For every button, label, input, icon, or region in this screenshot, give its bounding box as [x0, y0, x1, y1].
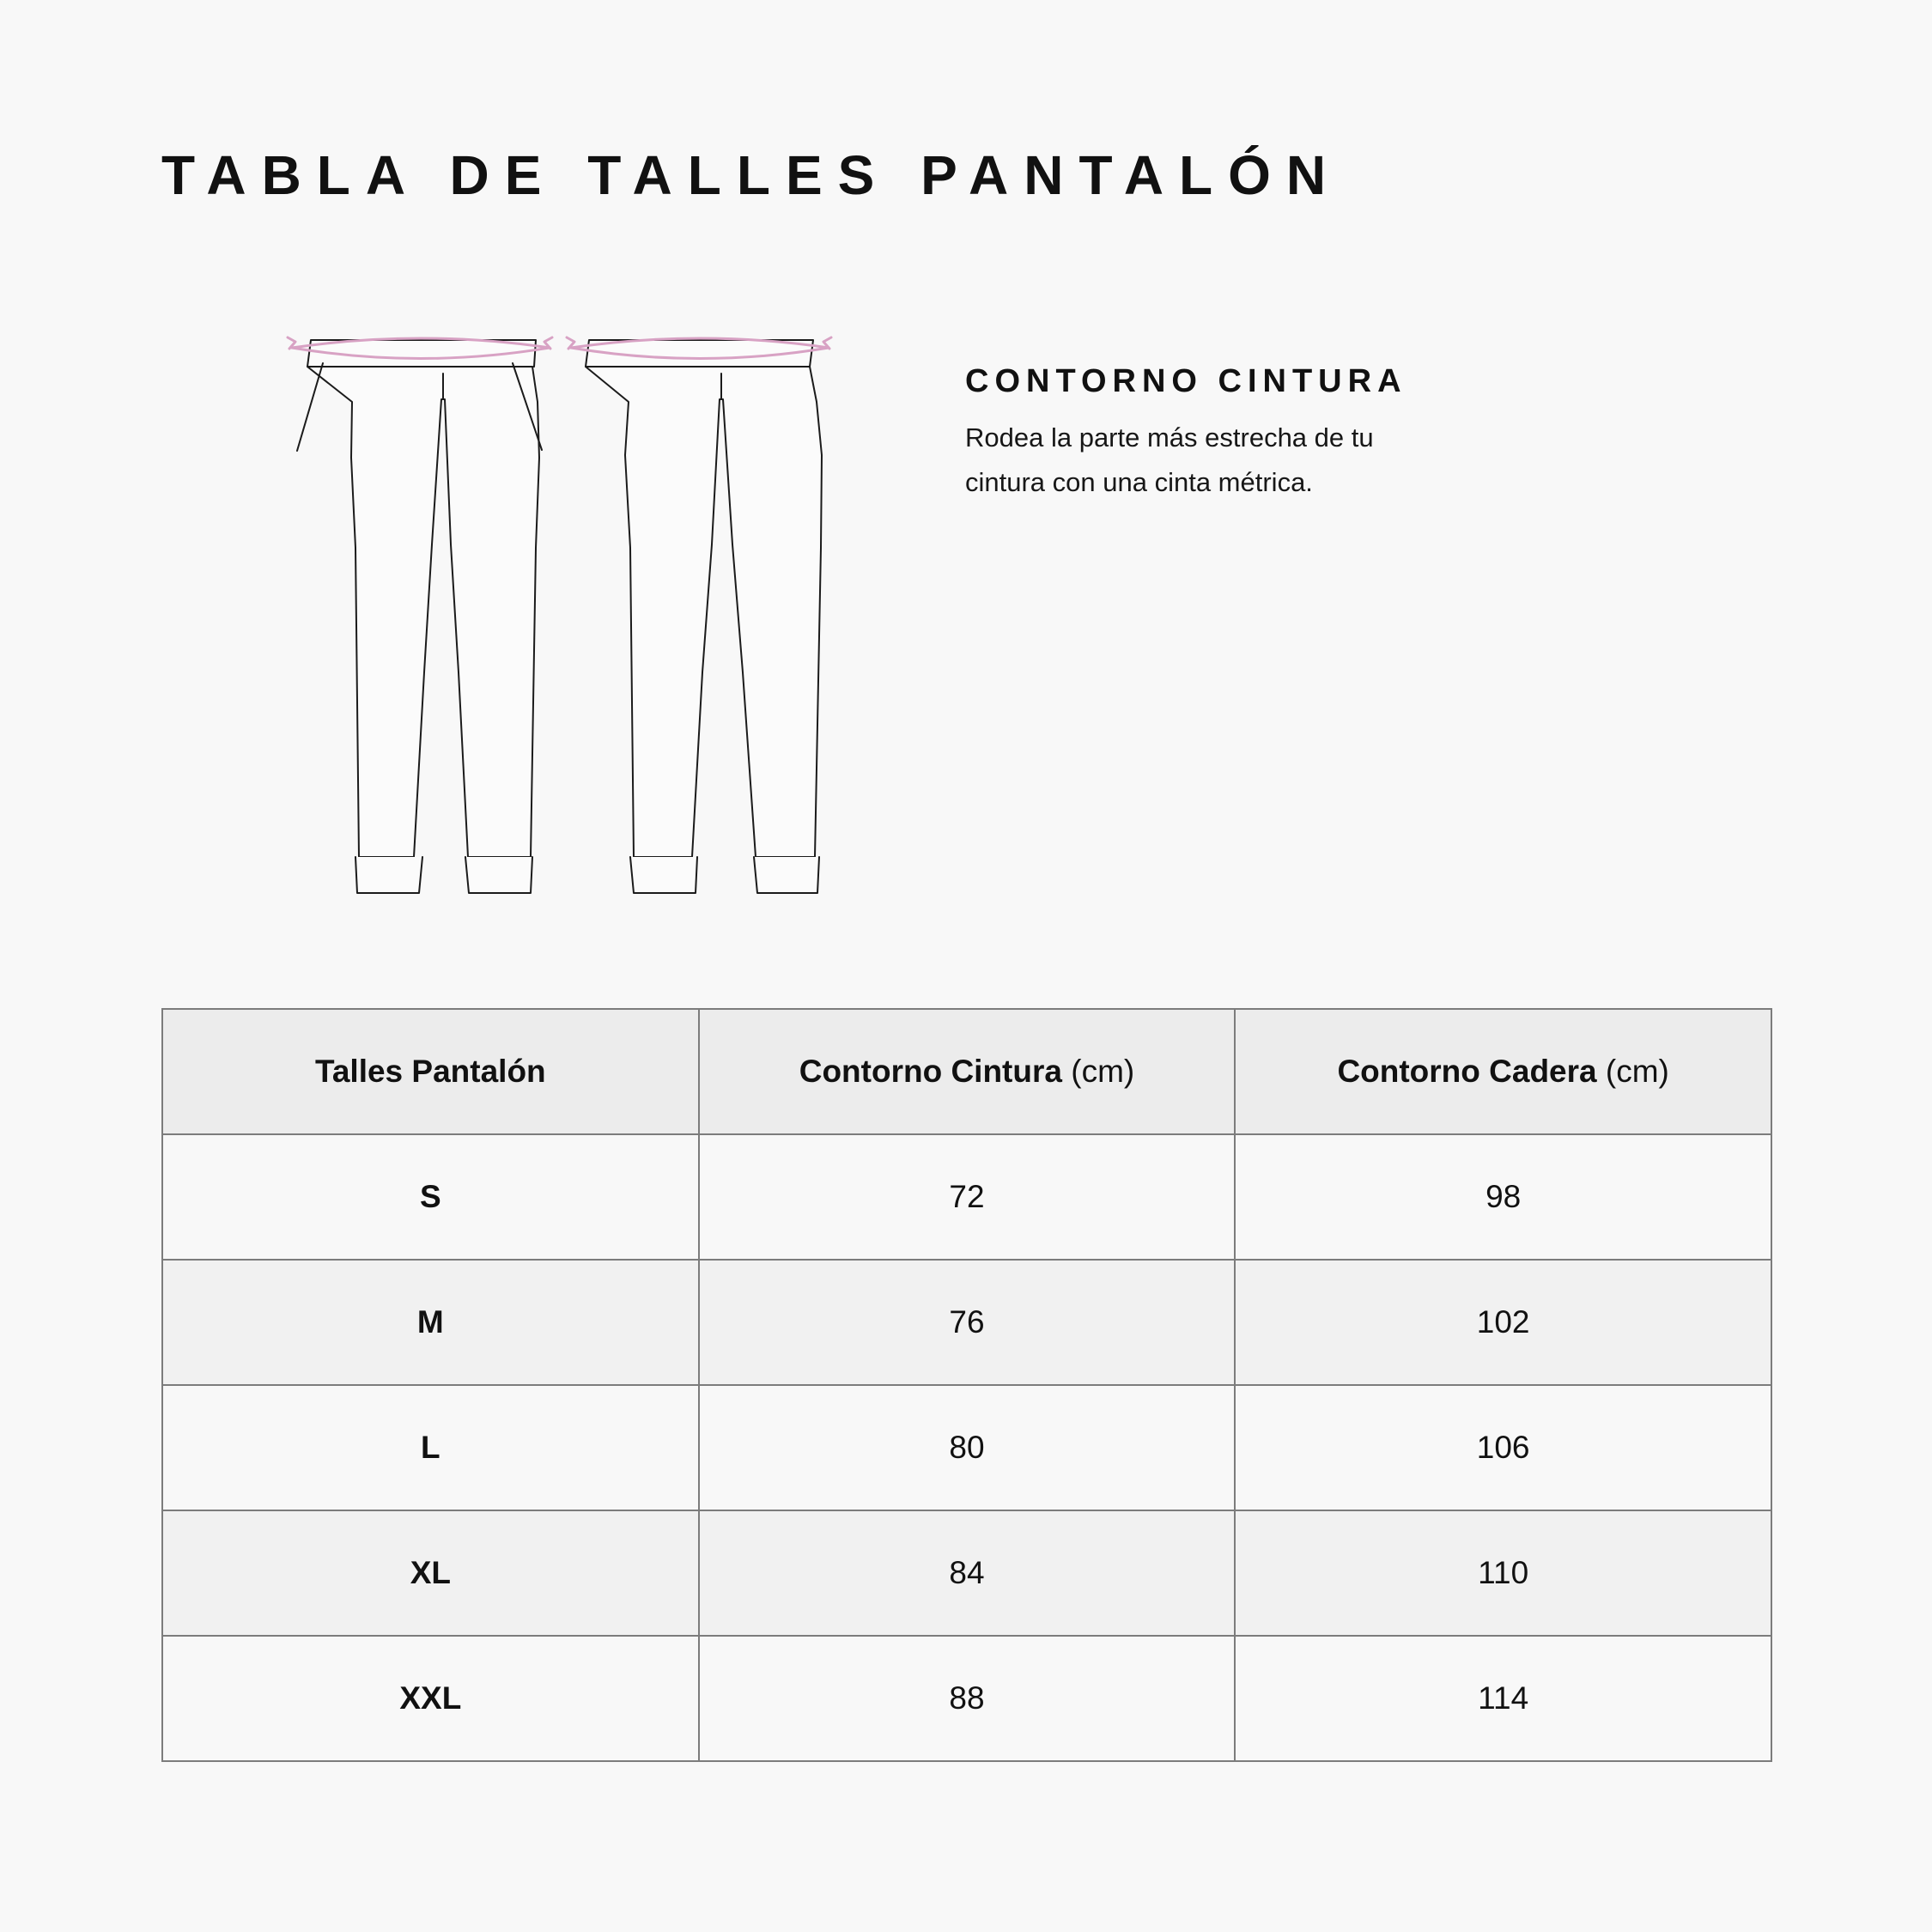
- table-row: [162, 1636, 1771, 1761]
- header-waist: [699, 1009, 1236, 1134]
- table-header-row: [162, 1009, 1771, 1134]
- header-hip-label: Contorno Cadera: [1337, 1054, 1597, 1089]
- table-row: [162, 1510, 1771, 1636]
- measure-heading: CONTORNO CINTURA: [965, 363, 1407, 399]
- back-pants-icon: [586, 340, 822, 893]
- hip-cell: 98: [1235, 1134, 1771, 1260]
- measure-description-line-1: Rodea la parte más estrecha de tu: [965, 422, 1374, 453]
- waist-cell: 88: [699, 1636, 1236, 1761]
- waist-cell: 84: [699, 1510, 1236, 1636]
- hip-cell: 110: [1235, 1510, 1771, 1636]
- page-title: TABLA DE TALLES PANTALÓN: [161, 144, 1342, 206]
- table-row: [162, 1385, 1771, 1510]
- size-cell: L: [162, 1385, 699, 1510]
- size-cell: XL: [162, 1510, 699, 1636]
- header-size-label: Talles Pantalón: [314, 1054, 546, 1089]
- waist-cell: 80: [699, 1385, 1236, 1510]
- header-size: [162, 1009, 699, 1134]
- hip-cell: 102: [1235, 1260, 1771, 1385]
- size-cell: S: [162, 1134, 699, 1260]
- front-pants-icon: [297, 340, 542, 893]
- size-cell: XXL: [162, 1636, 699, 1761]
- waist-cell: 76: [699, 1260, 1236, 1385]
- size-table: [161, 1008, 1772, 1762]
- hip-cell: 106: [1235, 1385, 1771, 1510]
- header-waist-label: Contorno Cintura: [799, 1054, 1062, 1089]
- header-hip-unit: (cm): [1605, 1054, 1669, 1089]
- waist-measure-info: [965, 364, 1566, 505]
- waist-cell: 72: [699, 1134, 1236, 1260]
- table-row: [162, 1134, 1771, 1260]
- header-waist-unit: (cm): [1071, 1054, 1135, 1089]
- measure-description-line-2: cintura con una cinta métrica.: [965, 466, 1313, 497]
- measure-description: [965, 416, 1566, 505]
- size-cell: M: [162, 1260, 699, 1385]
- header-hip: [1235, 1009, 1771, 1134]
- hip-cell: 114: [1235, 1636, 1771, 1761]
- pants-illustration: [275, 325, 859, 908]
- table-row: [162, 1260, 1771, 1385]
